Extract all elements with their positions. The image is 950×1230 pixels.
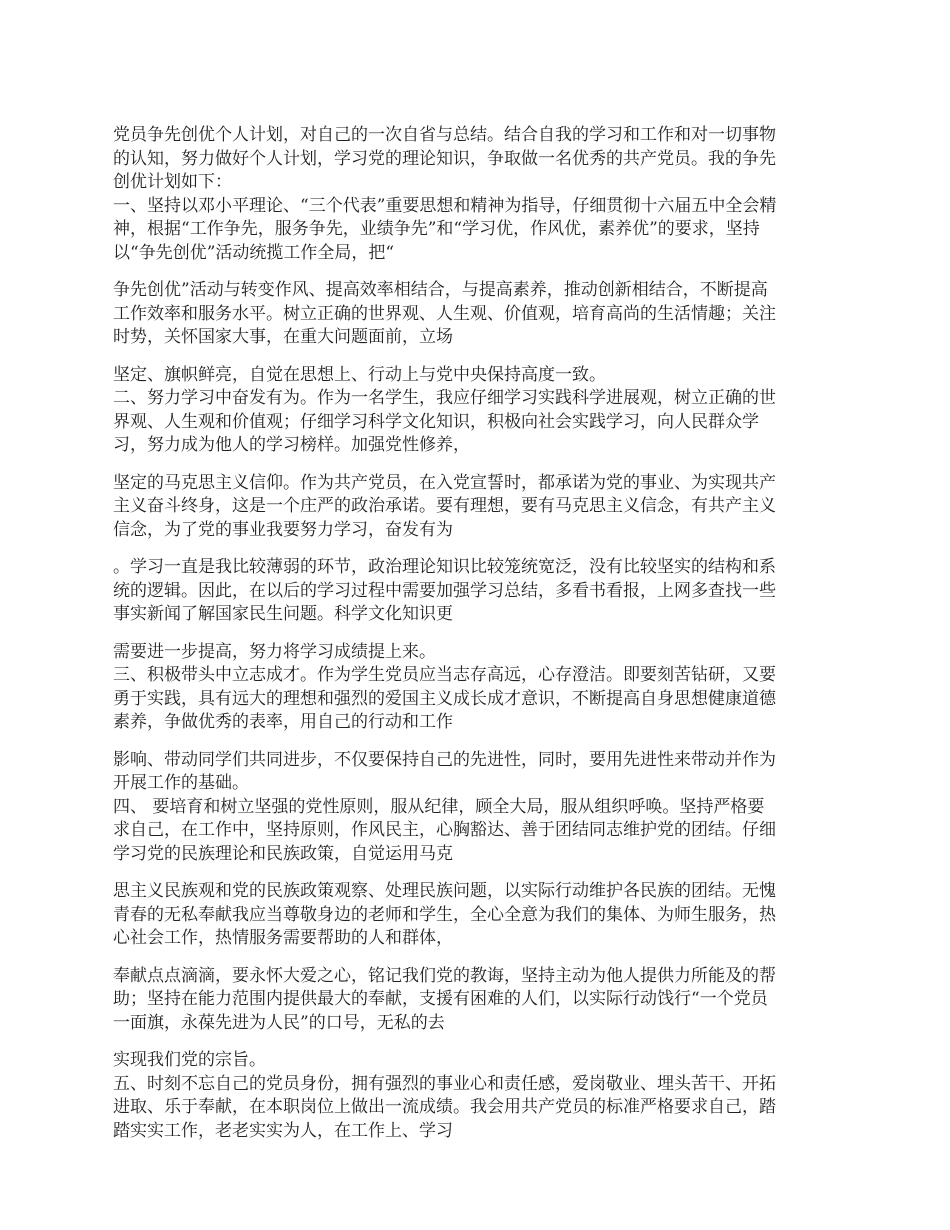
text-line: 统的逻辑。因此，在以后的学习过程中需要加强学习总结，多看书看报，上网多查找一些 (113, 580, 776, 601)
text-line: 坚定的马克思主义信仰。作为共产党员，在入党宣誓时，都承诺为党的事业、为实现共产 (113, 472, 776, 493)
text-line: 二、努力学习中奋发有为。作为一名学生，我应仔细学习实践科学进展观，树立正确的世 (113, 388, 776, 408)
text-line: 影响、带动同学们共同进步，不仅要保持自己的先进性，同时，要用先进性来带动并作为 (113, 749, 776, 770)
text-line: 素养，争做优秀的表率，用自己的行动和工作 (113, 712, 453, 732)
text-line: 创优计划如下： (113, 172, 232, 192)
text-line: 四、 要培育和树立坚强的党性原则，服从纪律，顾全大局，服从组织呼唤。坚持严格要 (113, 796, 765, 817)
text-line: 实现我们党的宗旨。 (113, 1050, 266, 1070)
text-line: 。学习一直是我比较薄弱的环节，政治理论知识比较笼统宽泛，没有比较坚实的结构和系 (113, 557, 776, 577)
text-line: 求自己，在工作中，坚持原则，作风民主，心胸豁达、善于团结同志维护党的团结。仔细 (113, 820, 776, 840)
text-line: 心社会工作，热情服务需要帮助的人和群体， (113, 928, 453, 948)
document-body (113, 124, 843, 1157)
text-line: 界观、人生观和价值观；仔细学习科学文化知识，积极向社会实践学习，向人民群众学 (113, 411, 759, 432)
text-line: 五、时刻不忘自己的党员身份，拥有强烈的事业心和责任感，爱岗敬业、埋头苦干、开拓 (113, 1073, 776, 1094)
text-line: 助；坚持在能力范围内提供最大的奉献，支援有困难的人们，以实际行动饯行“一个党员 (113, 989, 768, 1009)
text-line: 进取、乐于奉献，在本职岗位上做出一流成绩。我会用共产党员的标准严格要求自己，踏 (113, 1097, 776, 1117)
text-line: 勇于实践，具有远大的理想和强烈的爱国主义成长成才意识，不断提高自身思想健康道德 (113, 688, 776, 709)
paragraph-block (113, 965, 843, 1036)
text-line: 主义奋斗终身，这是一个庄严的政治承诺。要有理想，要有马克思主义信念，有共产主义 (113, 496, 776, 516)
text-line: 学习党的民族理论和民族政策，自觉运用马克 (113, 843, 453, 864)
text-line: 的认知，努力做好个人计划，学习党的理论知识，争取做一名优秀的共产党员。我的争先 (113, 148, 776, 169)
text-line: 一、坚持以邓小平理论、“三个代表”重要思想和精神为指导，仔细贯彻十六届五中全会精 (113, 195, 777, 216)
text-line: 争先创优”活动与转变作风、提高效率相结合，与提高素养，推动创新相结合，不断提高 (113, 280, 768, 300)
paragraph-block (113, 124, 843, 265)
text-line: 坚定、旗帜鲜亮，自觉在思想上、行动上与党中央保持高度一致。 (113, 364, 606, 385)
text-line: 信念，为了党的事业我要努力学习，奋发有为 (113, 519, 453, 540)
text-line: 三、积极带头中立志成才。作为学生党员应当志存高远，心存澄洁。即要刻苦钻研，又要 (113, 665, 776, 685)
paragraph-block (113, 472, 843, 543)
text-line: 神，根据“工作争先，服务争先，业绩争先”和“学习优，作风优，素养优”的要求，坚持 (113, 219, 760, 239)
text-line: 奉献点点滴滴，要永怀大爱之心，铭记我们党的教诲，坚持主动为他人提供力所能及的帮 (113, 965, 776, 986)
text-line: 思主义民族观和党的民族政策观察、处理民族问题，以实际行动维护各民族的团结。无愧 (113, 881, 776, 901)
paragraph-block (113, 749, 843, 867)
paragraph-block (113, 364, 843, 458)
text-line: 时势，关怀国家大事，在重大问题面前，立场 (113, 327, 453, 347)
text-line: 踏实实工作，老老实实为人，在工作上、学习 (113, 1120, 453, 1141)
paragraph-block (113, 279, 843, 350)
text-line: 开展工作的基础。 (113, 773, 249, 793)
text-line: 党员争先创优个人计划，对自己的一次自省与总结。结合自我的学习和工作和对一切事物 (113, 125, 776, 145)
text-line: 青春的无私奉献我应当尊敬身边的老师和学生，全心全意为我们的集体、为师生服务，热 (113, 904, 776, 925)
text-line: 习，努力成为他人的学习榜样。加强党性修养， (113, 435, 470, 455)
paragraph-block (113, 641, 843, 735)
text-line: 一面旗，永葆先进为人民”的口号，无私的去 (113, 1012, 445, 1033)
paragraph-block (113, 556, 843, 627)
text-line: 需要进一步提高，努力将学习成绩提上来。 (113, 641, 436, 662)
paragraph-block (113, 1049, 843, 1143)
paragraph-block (113, 880, 843, 951)
text-line: 事实新闻了解国家民生问题。科学文化知识更 (113, 604, 453, 624)
text-line: 工作效率和服务水平。树立正确的世界观、人生观、价值观，培育高尚的生活情趣；关注 (113, 303, 776, 324)
text-line: 以“争先创优”活动统揽工作全局，把“ (113, 242, 395, 263)
